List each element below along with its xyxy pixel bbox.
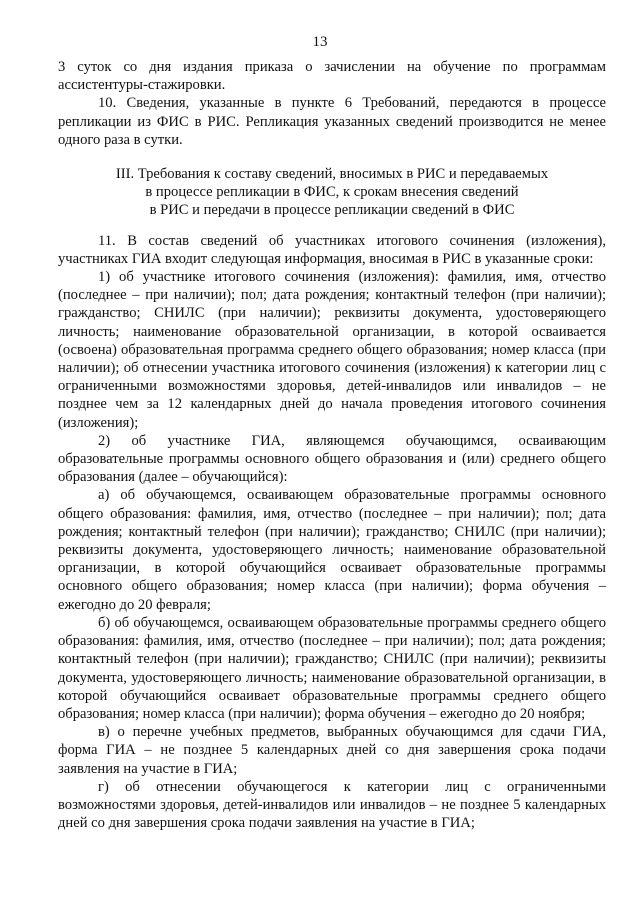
paragraph-10: 10. Сведения, указанные в пункте 6 Требований, передаются в процессе репликации из ФИС в РИС. Репликация указанных сведений производится не менее одного раза в сутки. [58,95,606,148]
section-heading-line: III. Требования к составу сведений, вносимых в РИС и передаваемых [115,166,549,183]
paragraph-11-item-2: 2) об участнике ГИА, являющемся обучающимся, осваивающим образовательные программы основного общего образования и (или) среднего общего образования (далее – обучающийся): [58,432,606,486]
paragraph-11-item-2a: а) об обучающемся, осваивающем образовательные программы основного общего образования: фамилия, имя, отчество (последнее – при наличии); пол; дата рождения; контактный телефон (при наличии); гражданство; СНИЛС (при наличии); реквизиты документа, удостоверяющего личность; наименование образовательной организации, в которой обучающийся осваивает образовательные программы основного общего образования; номер класса (при наличии); форма обучения – ежегодно до 20 февраля; [58,487,606,613]
paragraph-11-item-2v: в) о перечне учебных предметов, выбранных обучающимся для сдачи ГИА, форма ГИА – не позднее 5 календарных дней со дня завершения срока подачи заявления на участие в ГИА; [58,724,606,777]
paragraph-11-item-2g: г) об отнесении обучающегося к категории лиц с ограниченными возможностями здоровья, детей-инвалидов или инвалидов – не позднее 5 календарных дней со дня завершения срока подачи заявления на участие в ГИА; [58,778,606,832]
page-number: 13 [312,34,328,50]
paragraph-11-item-2b: б) об обучающемся, осваивающем образовательные программы среднего общего образования: фамилия, имя, отчество (последнее – при наличии); пол; дата рождения; контактный телефон (при наличии); гражданство; СНИЛС (при наличии); реквизиты документа, удостоверяющего личность; наименование образовательной организации, в которой обучающийся осваивает образовательные программы среднего общего образования; номер класса (при наличии); форма обучения – ежегодно до 20 ноября; [58,614,606,722]
section-heading [58,165,606,220]
paragraph-11: 11. В состав сведений об участниках итогового сочинения (изложения), участниках ГИА входит следующая информация, вносимая в РИС в указанные сроки: [58,232,606,267]
paragraph-continuation: 3 суток со дня издания приказа о зачислении на обучение по программам ассистентуры-стажировки. [58,59,606,94]
document-body [58,58,606,832]
section-heading-line: в РИС и передачи в процессе репликации сведений в ФИС [149,202,515,219]
section-heading-line: в процессе репликации в ФИС, к срокам внесения сведений [145,184,519,201]
paragraph-11-item-1: 1) об участнике итогового сочинения (изложения): фамилия, имя, отчество (последнее – при наличии); пол; дата рождения; контактный телефон (при наличии); гражданство; СНИЛС (при наличии); реквизиты документа, удостоверяющего личность; наименование образовательной организации, в которой осваивается (освоена) образовательная программа среднего общего образования; номер класса (при наличии); об отнесении участника итогового сочинения (изложения) к категории лиц с ограниченными возможностями здоровья, детей-инвалидов или инвалидов – не позднее чем за 12 календарных дней до начала проведения итогового сочинения (изложения); [58,269,606,431]
